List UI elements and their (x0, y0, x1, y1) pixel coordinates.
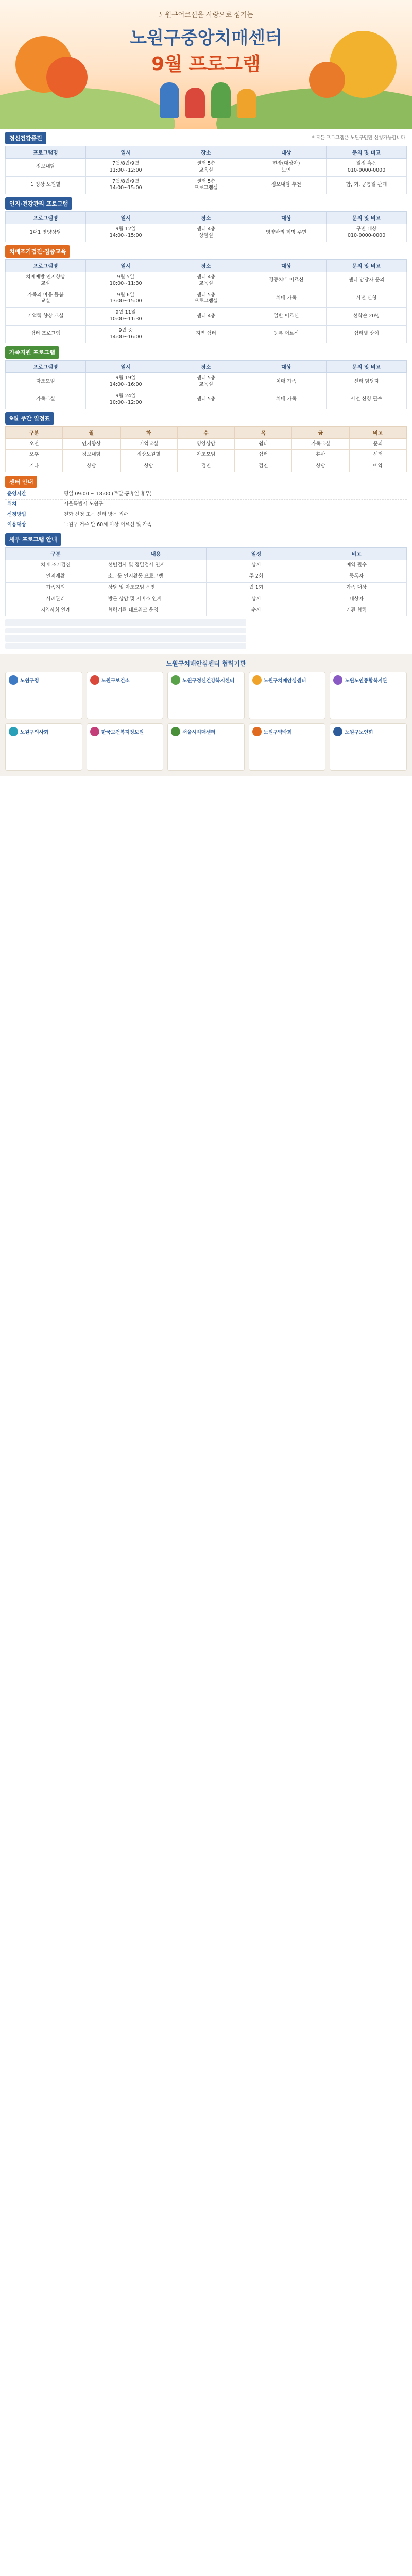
table-cell: 대상자 (306, 594, 407, 605)
table-cell: 7월/8월/9월 11:00~12:00 (85, 159, 166, 177)
info-table (5, 489, 407, 530)
table-cell: 센터 담당자 (327, 373, 407, 391)
table-cell: 지역사회 연계 (6, 605, 106, 616)
table-cell: 방문 상담 및 서비스 연계 (106, 594, 206, 605)
table-row (6, 159, 407, 177)
col-header: 대상 (246, 361, 327, 373)
table-cell: 9월 24일 10:00~12:00 (85, 391, 166, 409)
table-cell: 상담 (63, 461, 120, 472)
logo-icon (9, 675, 18, 685)
table-cell: 현장(대상자) 노인 (246, 159, 327, 177)
table-cell: 지역 쉼터 (166, 325, 246, 343)
logo-icon (252, 675, 262, 685)
table-cell: 휴관 (292, 450, 349, 461)
col-header: 장소 (166, 361, 246, 373)
col-header: 일시 (85, 361, 166, 373)
section-mental-health (5, 132, 407, 194)
table-cell: 가족 대상 (306, 582, 407, 594)
section-detail (5, 533, 407, 616)
program-table (5, 360, 407, 409)
figure-2 (185, 88, 205, 118)
table-cell: 자조모임 (6, 373, 86, 391)
table-cell: 상담 (292, 461, 349, 472)
figure-3 (211, 82, 231, 118)
table-row (6, 373, 407, 391)
table-cell: 예약 필수 (306, 560, 407, 571)
table-cell: 정보내담 추천 (246, 176, 327, 194)
info-key: 신청방법 (5, 510, 62, 520)
table-row (6, 224, 407, 242)
table-cell: 센터 5층 교육실 (166, 159, 246, 177)
info-value: 전화 신청 또는 센터 방문 접수 (62, 510, 407, 520)
col-header: 대상 (246, 259, 327, 272)
col-header: 일시 (85, 212, 166, 224)
hero-month-title: 9월 프로그램 (151, 54, 261, 75)
table-cell: 가족교실 (6, 391, 86, 409)
table-cell: 등록 어르신 (246, 325, 327, 343)
partner-card[interactable] (5, 723, 82, 771)
table-cell: 영양관리 희망 주민 (246, 224, 327, 242)
table-cell: 센터 (349, 450, 406, 461)
section-note: * 모든 프로그램은 노원구민만 신청가능합니다. (312, 135, 407, 141)
table-cell: 쉼터 (235, 450, 292, 461)
col-header: 수 (177, 426, 234, 438)
col-header: 프로그램명 (6, 361, 86, 373)
table-cell: 쉼터별 상이 (327, 325, 407, 343)
section-header: 세부 프로그램 안내 (5, 533, 61, 546)
partner-name: 노원구노인회 (345, 730, 373, 736)
table-cell: 9월 6일 13:00~15:00 (85, 290, 166, 308)
partner-name: 노원구정신건강복지센터 (182, 678, 235, 684)
partners-grid (5, 672, 407, 771)
partner-card[interactable] (167, 672, 245, 719)
logo-icon (333, 727, 342, 736)
table-cell: 센터 담당자 문의 (327, 272, 407, 290)
section-header: 가족지원 프로그램 (5, 346, 59, 359)
info-key: 운영시간 (5, 489, 62, 499)
table-cell: 치매 가족 (246, 373, 327, 391)
table-cell: 선착순 20명 (327, 308, 407, 326)
table-cell: 가족의 마음 돌봄 교실 (6, 290, 86, 308)
col-header: 구분 (6, 426, 63, 438)
table-row (6, 571, 407, 583)
table-cell: 정보내담 (6, 159, 86, 177)
table-cell: 소그룹 인지활동 프로그램 (106, 571, 206, 583)
program-table (5, 259, 407, 344)
footer-partners (0, 654, 412, 776)
table-cell: 등록자 (306, 571, 407, 583)
table-cell: 기억교실 (120, 438, 177, 450)
table-cell: 9월 5일 10:00~11:30 (85, 272, 166, 290)
table-cell: 7월/8월/9월 14:00~15:00 (85, 176, 166, 194)
info-key: 이용대상 (5, 520, 62, 530)
section-weekly-schedule (5, 412, 407, 472)
col-header: 대상 (246, 212, 327, 224)
table-row (6, 272, 407, 290)
table-cell: 치매 조기검진 (6, 560, 106, 571)
table-cell: 사례관리 (6, 594, 106, 605)
table-cell: 센터 4층 상담실 (166, 224, 246, 242)
table-cell: 오후 (6, 450, 63, 461)
table-cell: 자조모임 (177, 450, 234, 461)
info-value: 노원구 거주 만 60세 이상 어르신 및 가족 (62, 520, 407, 530)
table-cell: 센터 5층 (166, 391, 246, 409)
partner-name: 노원구치매안심센터 (263, 678, 306, 684)
section-cognitive-health (5, 197, 407, 242)
col-header: 일시 (85, 259, 166, 272)
table-cell: 검진 (177, 461, 234, 472)
info-row (5, 489, 407, 499)
col-header: 내용 (106, 548, 206, 560)
schedule-table (5, 426, 407, 472)
table-row (6, 438, 407, 450)
section-header: 치매조기검진·집중교육 (5, 245, 70, 258)
table-cell: 치매 가족 (246, 290, 327, 308)
table-cell: 센터 5층 프로그램실 (166, 176, 246, 194)
table-cell: 인지재활 (6, 571, 106, 583)
col-header: 비고 (306, 548, 407, 560)
info-row (5, 499, 407, 510)
section-header: 정신건강증진 (5, 132, 46, 144)
table-cell: 영양상담 (177, 438, 234, 450)
partner-name: 노원구의사회 (20, 730, 49, 736)
table-row (6, 391, 407, 409)
col-header: 장소 (166, 259, 246, 272)
partner-name: 노원구청 (20, 678, 39, 684)
col-header: 장소 (166, 146, 246, 159)
logo-icon (171, 675, 180, 685)
table-cell: 쉼터 프로그램 (6, 325, 86, 343)
table-cell: 일반 어르신 (246, 308, 327, 326)
table-cell: 1대1 영양상담 (6, 224, 86, 242)
figure-1 (160, 82, 179, 118)
partner-name: 노원구보건소 (101, 678, 130, 684)
table-cell: 월 1회 (206, 582, 306, 594)
table-cell: 문의 (349, 438, 406, 450)
partner-name: 서울시치매센터 (182, 730, 216, 736)
col-header: 대상 (246, 146, 327, 159)
table-cell: 정보내담 (63, 450, 120, 461)
table-cell: 가족교실 (292, 438, 349, 450)
partners-header: 노원구치매안심센터 협력기관 (166, 660, 246, 668)
partner-name: 한국보건복지정보원 (101, 730, 144, 736)
logo-icon (333, 675, 342, 685)
table-cell: 센터 5층 교육실 (166, 373, 246, 391)
table-cell: 센터 5층 프로그램실 (166, 290, 246, 308)
table-cell: 검진 (235, 461, 292, 472)
hero-banner (0, 0, 412, 129)
table-cell: 오전 (6, 438, 63, 450)
partner-card[interactable] (5, 672, 82, 719)
program-table (5, 211, 407, 242)
detail-table (5, 547, 407, 616)
col-header: 문의 및 비고 (327, 259, 407, 272)
info-key: 위치 (5, 499, 62, 510)
hero-illustration (154, 77, 258, 118)
partner-name: 노원노인종합복지관 (345, 678, 387, 684)
table-cell: 9월 12일 14:00~15:00 (85, 224, 166, 242)
table-cell: 사전 신청 (327, 290, 407, 308)
partner-card[interactable] (167, 723, 245, 771)
table-row (6, 560, 407, 571)
table-row (6, 582, 407, 594)
table-cell: 센터 4층 (166, 308, 246, 326)
table-row (6, 450, 407, 461)
partner-card[interactable] (87, 672, 164, 719)
table-row (6, 594, 407, 605)
table-row (6, 461, 407, 472)
info-row (5, 510, 407, 520)
col-header: 일시 (85, 146, 166, 159)
table-cell: 수시 (206, 605, 306, 616)
text-line (5, 643, 407, 649)
table-cell: 정상노원힐 (120, 450, 177, 461)
table-cell: 1 정상 노원힐 (6, 176, 86, 194)
col-header: 프로그램명 (6, 212, 86, 224)
col-header: 구분 (6, 548, 106, 560)
col-header: 프로그램명 (6, 259, 86, 272)
table-cell: 경증치매 어르신 (246, 272, 327, 290)
table-cell: 주 2회 (206, 571, 306, 583)
logo-icon (90, 675, 99, 685)
table-cell: 상시 (206, 560, 306, 571)
table-row (6, 176, 407, 194)
section-screening (5, 245, 407, 344)
section-dense-body (5, 619, 407, 649)
table-cell: 일정 혹은 010-0000-0000 (327, 159, 407, 177)
table-cell: 9월 11일 10:00~11:30 (85, 308, 166, 326)
table-cell: 예약 (349, 461, 406, 472)
partner-card[interactable] (330, 672, 407, 719)
col-header: 장소 (166, 212, 246, 224)
logo-icon (90, 727, 99, 736)
table-cell: 가족지원 (6, 582, 106, 594)
col-header: 월 (63, 426, 120, 438)
table-cell: 인지향상 (63, 438, 120, 450)
table-cell: 쉼터 (235, 438, 292, 450)
col-header: 일정 (206, 548, 306, 560)
partner-name: 노원구약사회 (263, 730, 292, 736)
table-row (6, 325, 407, 343)
col-header: 화 (120, 426, 177, 438)
hero-title: 노원구중앙치매센터 (130, 28, 282, 48)
partner-card[interactable] (330, 723, 407, 771)
logo-icon (9, 727, 18, 736)
info-row (5, 520, 407, 530)
info-value: 서울특별시 노원구 (62, 499, 407, 510)
col-header: 금 (292, 426, 349, 438)
table-cell: 센터 4층 교육실 (166, 272, 246, 290)
table-cell: 구민 대상 010-0000-0000 (327, 224, 407, 242)
col-header: 목 (235, 426, 292, 438)
partner-card[interactable] (87, 723, 164, 771)
table-cell: 합, 회, 공통일 관계 (327, 176, 407, 194)
partner-card[interactable] (249, 672, 326, 719)
table-cell: 기타 (6, 461, 63, 472)
table-cell: 상담 (120, 461, 177, 472)
section-center-info (5, 476, 407, 530)
table-cell: 치매예방 인지향상 교실 (6, 272, 86, 290)
table-row (6, 290, 407, 308)
table-cell: 상담 및 자조모임 운영 (106, 582, 206, 594)
col-header: 문의 및 비고 (327, 361, 407, 373)
table-cell: 상시 (206, 594, 306, 605)
table-cell: 9월 19일 14:00~16:00 (85, 373, 166, 391)
table-cell: 치매 가족 (246, 391, 327, 409)
col-header: 문의 및 비고 (327, 212, 407, 224)
table-cell: 기관 협력 (306, 605, 407, 616)
program-table (5, 146, 407, 194)
table-cell: 기억력 향상 교실 (6, 308, 86, 326)
info-value: 평일 09:00 ~ 18:00 (주말·공휴일 휴무) (62, 489, 407, 499)
logo-icon (252, 727, 262, 736)
text-line (5, 635, 407, 642)
hill-left (0, 88, 175, 129)
table-row (6, 605, 407, 616)
table-cell: 9월 중 14:00~16:00 (85, 325, 166, 343)
table-cell: 선별검사 및 정밀검사 연계 (106, 560, 206, 571)
figure-4 (237, 89, 256, 118)
section-header: 센터 안내 (5, 476, 37, 488)
text-line (5, 628, 407, 633)
partner-card[interactable] (249, 723, 326, 771)
col-header: 비고 (349, 426, 406, 438)
table-cell: 사전 신청 필수 (327, 391, 407, 409)
logo-icon (171, 727, 180, 736)
col-header: 프로그램명 (6, 146, 86, 159)
hero-subtitle: 노원구어르신을 사랑으로 섬기는 (158, 11, 254, 19)
text-line (5, 619, 407, 626)
section-header: 인지·건강관리 프로그램 (5, 197, 72, 210)
table-row (6, 308, 407, 326)
section-family (5, 346, 407, 409)
section-header: 9월 주간 일정표 (5, 412, 54, 425)
table-cell: 협력기관 네트워크 운영 (106, 605, 206, 616)
col-header: 문의 및 비고 (327, 146, 407, 159)
